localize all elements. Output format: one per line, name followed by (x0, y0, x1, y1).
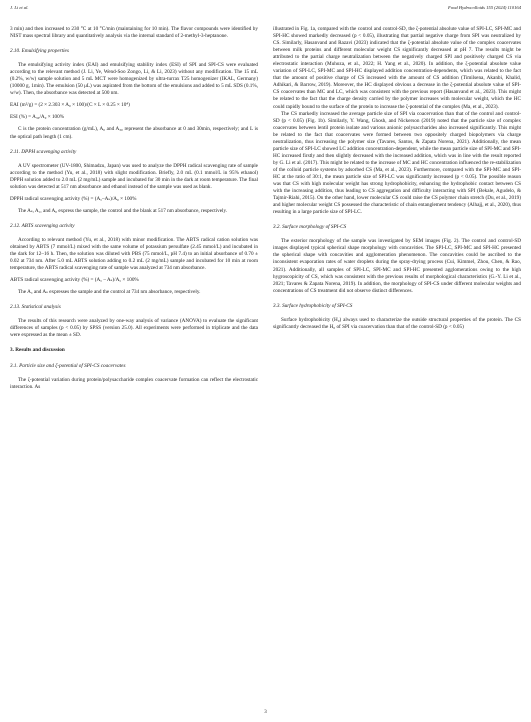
paragraph: The exterior morphology of the sample was investigated by SEM images (Fig. 2). The control and control-SD images displayed typical spherical shape morphology with concavities. The SPI-LC, SPI-MC and SPI-HC presented the spherical shape with concavities and agglomeration phenomenon. The concavities could be ascribed to the inconsistent evaporation rates of water droplets during the spray-drying process (Cui, Kimmel, Zhou, Chen, & Rao, 2021). Additionally, all samples of SPI-LC, SPI-MC and SPI-HC presented agglomerations owing to the high hygroscopicity of CS, which was consistent with the previous results of morphological characteristics (G.-Y. Li et al., 2021; Tavares & Zapata Norena, 2019). In addition, the morphology of SPI-CS under different molecular weights and concentrations of CS treatment did not observe distinct differences. (273, 238, 521, 294)
paragraph: The A꜀ and Aₛ expresses the sample and the control at 734 nm absorbance, respectively. (18, 289, 201, 296)
equation-eai: EAI (m²/g) = (2 × 2.303 × A₀ × 100)/(C × L × 0.25 × 10⁴) (10, 102, 130, 109)
running-header (10, 5, 521, 15)
equation-abts: ABTS radical scavenging activity (%) = (A꜀ – Aₛ)/A꜀ × 100% (10, 277, 139, 284)
paragraph: The emulsifying activity index (EAI) and emulsifying stability index (ESI) of SPI and SPI-CS were evaluated according to the relevant method (J. Li, Ye, Wend-Soo Zongo, Li, & Li, 2023) without any modification. The 15 mL (0.2%, w/w) sample solution and 5 mL MCT were homogenized by ultra-turrax T25 homogenizer (IKAL, Germany) (10000 g, 1min). The emulsion (50 μL) was aspirated from the bottom of the emulsions and added to 5 mL SDS (0.1%, w/w). Then, the absorbance was detected at 500 nm. (10, 62, 258, 97)
section-heading: 2.13. Statistical analysis (10, 304, 61, 311)
equation-esi: ESI (%) = A₃₀/A₀ × 100% (10, 114, 65, 121)
section-heading-main: 3. Results and discussion (10, 347, 65, 354)
paragraph: illustrated in Fig. 1a, compared with the control and control-SD, the ζ-potential absolute value of SPI-LC, SPI-MC and SPI-HC showed markedly decreased (p < 0.05), illustrating that partial negative charge from SPI was neutralized by CS. Similarly, Hasanvand and Razavi (2023) indicated that the ζ-potential absolute value of the complex coacervates between milk proteins and different molecular weight CS significantly decreased at pH 7. The results might be attributed to the partial charge neutralization between the negatively charged SPI and positively charged CS via electrostatic interaction (Muhoza, et al., 2022; H. Yang et al., 2020). In addition, the ζ-potential absolute value variation of SPI-LC, SPI-MC and SPI-HC displayed addition concentration-dependents, which was related to the fact that the amount of positive charge of CS increased with the amount of CS addition (Timilsena, Akanbi, Khalid, Adhikari, & Barrow, 2019). Moreover, the HC displayed obvious a decrease in the ζ-potential absolute value of SPI-CS coacervates than MC and LC, which was consistent with the previous report (Hasanvand et al., 2023). This might be related to the fact that the charge density carried by the polymer increases with molecular weight, which the HC could rapidly bound to the surface of the protein to increase the ζ-potential of the complex (Ma, et al., 2023). (273, 26, 521, 110)
paragraph: 3 min) and then increased to 230 °C at 10 °C/min (maintaining for 10 min). The flavor compounds were identified by NIST mass spectral library and quantitatively analysis via the internal standard of 2-methyl-3-heptanone. (10, 26, 258, 40)
section-heading: 2.12. ABTS scavenging activity (10, 222, 75, 229)
right-column (273, 26, 521, 331)
page-number: 3 (264, 710, 267, 715)
equation-dpph: DPPH radical scavenging activity (%) = (A꜀–Aₛ)/A₀ × 100% (10, 195, 137, 202)
paragraph: According to relevant method (Yu, et al., 2018) with minor modification. The ABTS radical cation solution was obtained by ABTS (7 mmol/L) mixed with the same volume of potassium persulfate (2.45 mmol/L) and incubated in the dark for 12–16 h. Then, the solution was diluted with PBS (75 mmol/L, pH 7.4) to an initial absorbance of 0.70 ± 0.02 at 734 nm. After 5.0 mL ABTS solution adding to 0.2 mL (2 mg/mL) sample and incubated for 10 min at room temperature, the ABTS radical scavenging rate of sample was analyzed at 734 nm absorbance. (10, 236, 258, 272)
paragraph: The results of this research were analyzed by one-way analysis of variance (ANOVA) to evaluate the significant differences of samples (p < 0.05) by SPSS (version 25.0). All experiments were performed in triplicate and the data were expressed as the mean ± SD. (10, 318, 258, 339)
paragraph: Surface hydrophobicity (H₀) always used to characterize the outside structural properties of the protein. The CS significantly decreased the H₀ of SPI via coacervation than that of the control-SD (p < 0.05) (273, 316, 521, 330)
paragraph: The ζ-potential variation during protein/polysaccharide complex coacervate formation can reflect the electrostatic interaction. As (10, 376, 258, 390)
paragraph: C is the protein concentration (g/mL), A₀ and A₃₀ represent the absorbance at 0 and 30min, respectively; and L is the optical path length (1 cm). (10, 126, 258, 140)
paragraph: A UV spectrometer (UV-1800, Shimadzu, Japan) was used to analyze the DPPH radical scavenging rate of sample according to the method (Yu, et al., 2018) with slight modification. Briefly, 2.0 mL (0.1 mmol/L in 95% ethanol) DPPH solution added to 2.0 mL (2 mg/mL) sample and incubated for 30 min in the dark at room temperature. The final solution was detected at 517 nm absorbance and ethanol instead of the sample was used as blank. (10, 162, 258, 190)
section-heading: 2.10. Emulsifying properties (10, 48, 69, 55)
header-journal: Food Hydrocolloids 155 (2024) 110164 (448, 5, 521, 10)
section-heading: 3.3. Surface hydrophobicity of SPI-CS (273, 302, 353, 309)
header-authors: J. Li et al. (10, 5, 29, 10)
left-column (10, 26, 258, 391)
paragraph: The Aₛ, A꜀, and A₀ express the sample, the control and the blank at 517 nm absorbance, respectively. (18, 207, 227, 214)
section-heading: 2.11. DPPH scavenging activity (10, 148, 77, 155)
section-heading: 3.1. Particle size and ζ-potential of SPI-CS coacervates (10, 362, 126, 369)
section-heading: 3.2. Surface morphology of SPI-CS (273, 224, 347, 231)
paragraph: The CS markedly increased the average particle size of SPI via coacervation than that of the control and control-SD (p < 0.05) (Fig. 1b). Similarly, Y. Wang, Ghosh, and Nickerson (2019) noted that the particle size of complex coacervates between lentil protein isolate and various anionic polysaccharides also increased significantly. This might be related to the fact that coacervates were formed between two oppositely charged biopolymers via charge neutralization, thus increasing the polymer size (Tavares, Santos, & Zapata Norena, 2021). Additionally, the mean particle size of SPI-LC showed LC addition concentration-dependent, while the mean particle size of SPI-MC and SPI-HC increased firstly and then slightly decreased with the increased addition, which was in line with the result reported by G. Li et al. (2017). This might be related to the increase of MC and HC concentration influenced the re-stabilization of the colloid particle systems by adsorbed CS (Ma, et al., 2023). Furthermore, compared with the SPI-MC and SPI-HC at the ratio of 30:1, the mean particle size of SPI-LC was significantly increased (p < 0.05). The possible reason was that CS with high molecular weight has strong hydrophobicity, enhancing the hydrophobic contact between CS with the increasing addition, thus leading to CS aggregation and difficulty interacting with SPI (Bekale, Agudelo, & Tajmir-Riahi, 2015). On the other hand, lower molecular CS could raise the CS polymer chain stretch (Du, et al., 2019) and higher molecular weight CS possessed the characteristic of chain entanglement tendency (Alhajj, et al., 2020), thus resulting in a large particle size of SPI-LC. (273, 110, 521, 216)
